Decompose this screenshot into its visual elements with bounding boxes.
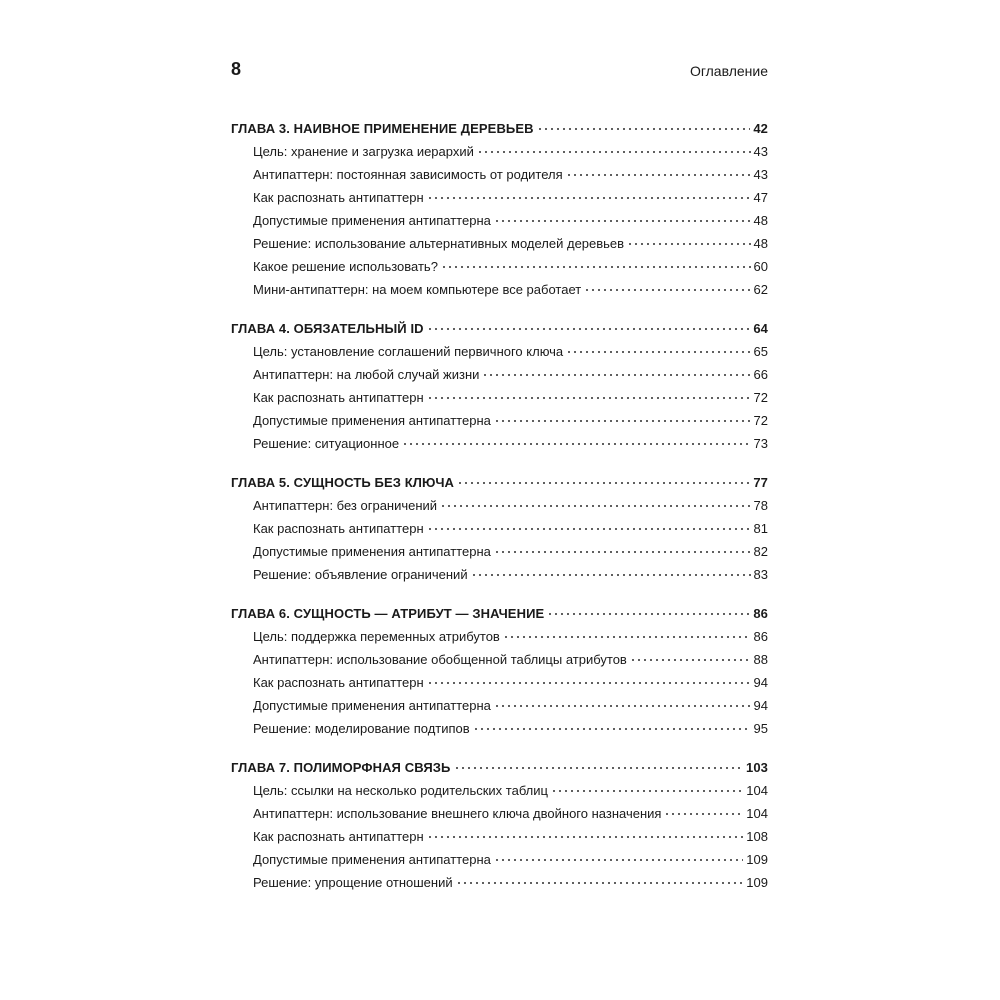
entry-title: Допустимые применения антипаттерна xyxy=(253,213,491,228)
toc-chapter xyxy=(231,602,768,740)
toc-entry xyxy=(231,648,768,671)
dot-leader xyxy=(457,482,750,484)
toc-entry xyxy=(231,517,768,540)
entry-page-number: 47 xyxy=(753,190,768,205)
toc-entry xyxy=(231,694,768,717)
entry-title: Как распознать антипаттерн xyxy=(253,521,424,536)
toc-entry xyxy=(231,232,768,255)
entry-page-number: 104 xyxy=(746,783,768,798)
entry-title: Мини-антипаттерн: на моем компьютере все работает xyxy=(253,282,582,297)
dot-leader xyxy=(547,613,750,615)
entry-title: Цель: хранение и загрузка иерархий xyxy=(253,144,474,159)
entry-page-number: 66 xyxy=(753,367,768,382)
toc-chapter xyxy=(231,317,768,455)
dot-leader xyxy=(440,505,750,507)
toc-chapter-heading xyxy=(231,602,768,625)
dot-leader xyxy=(477,151,751,153)
dot-leader xyxy=(494,220,751,222)
toc-chapter xyxy=(231,117,768,301)
dot-leader xyxy=(494,705,751,707)
entry-title: Цель: ссылки на несколько родительских таблиц xyxy=(253,783,548,798)
dot-leader xyxy=(482,374,750,376)
entry-page-number: 43 xyxy=(753,167,768,182)
chapter-title: ГЛАВА 3. НАИВНОЕ ПРИМЕНЕНИЕ ДЕРЕВЬЕВ xyxy=(231,121,534,136)
entry-title: Решение: использование альтернативных моделей деревьев xyxy=(253,236,625,251)
entry-page-number: 78 xyxy=(753,498,768,513)
entry-title: Антипаттерн: использование обобщенной таблицы атрибутов xyxy=(253,652,627,667)
entry-title: Антипаттерн: на любой случай жизни xyxy=(253,367,480,382)
entry-page-number: 48 xyxy=(753,213,768,228)
running-head: Оглавление xyxy=(689,63,768,79)
entry-page-number: 48 xyxy=(753,236,768,251)
dot-leader xyxy=(471,574,751,576)
toc-entry xyxy=(231,494,768,517)
toc-entry xyxy=(231,871,768,894)
toc-entry xyxy=(231,432,768,455)
dot-leader xyxy=(630,659,751,661)
toc-entry xyxy=(231,717,768,740)
toc-entry xyxy=(231,540,768,563)
toc-chapter-heading xyxy=(231,756,768,779)
entry-page-number: 81 xyxy=(753,521,768,536)
entry-title: Антипаттерн: использование внешнего ключа двойного назначения xyxy=(253,806,662,821)
entry-title: Как распознать антипаттерн xyxy=(253,829,424,844)
entry-page-number: 62 xyxy=(753,282,768,297)
toc-chapter-heading xyxy=(231,471,768,494)
toc-entry xyxy=(231,255,768,278)
toc-entry xyxy=(231,140,768,163)
dot-leader xyxy=(627,243,750,245)
entry-page-number: 86 xyxy=(753,629,768,644)
entry-title: Допустимые применения антипаттерна xyxy=(253,544,491,559)
dot-leader xyxy=(566,351,750,353)
toc-entry xyxy=(231,340,768,363)
chapter-page-number: 86 xyxy=(753,606,768,621)
page-number: 8 xyxy=(231,59,242,79)
chapter-title: ГЛАВА 7. ПОЛИМОРФНАЯ СВЯЗЬ xyxy=(231,760,451,775)
dot-leader xyxy=(551,790,743,792)
entry-page-number: 73 xyxy=(753,436,768,451)
toc-chapter xyxy=(231,756,768,894)
toc-entry xyxy=(231,386,768,409)
toc-chapter-heading xyxy=(231,117,768,140)
entry-title: Как распознать антипаттерн xyxy=(253,390,424,405)
entry-page-number: 108 xyxy=(746,829,768,844)
dot-leader xyxy=(427,682,751,684)
entry-title: Антипаттерн: без ограничений xyxy=(253,498,438,513)
entry-title: Допустимые применения антипаттерна xyxy=(253,698,491,713)
chapter-title: ГЛАВА 4. ОБЯЗАТЕЛЬНЫЙ ID xyxy=(231,321,424,336)
entry-title: Какое решение использовать? xyxy=(253,259,438,274)
entry-page-number: 94 xyxy=(753,675,768,690)
dot-leader xyxy=(441,266,751,268)
chapter-page-number: 77 xyxy=(753,475,768,490)
dot-leader xyxy=(427,197,751,199)
entry-title: Цель: поддержка переменных атрибутов xyxy=(253,629,500,644)
toc-entry xyxy=(231,802,768,825)
entry-page-number: 82 xyxy=(753,544,768,559)
toc-chapter xyxy=(231,471,768,586)
dot-leader xyxy=(494,551,751,553)
entry-title: Допустимые применения антипаттерна xyxy=(253,413,491,428)
dot-leader xyxy=(494,420,751,422)
toc-entry xyxy=(231,848,768,871)
toc-entry xyxy=(231,363,768,386)
chapter-page-number: 64 xyxy=(753,321,768,336)
dot-leader xyxy=(456,882,744,884)
entry-title: Как распознать антипаттерн xyxy=(253,190,424,205)
toc-entry xyxy=(231,671,768,694)
toc-entry xyxy=(231,209,768,232)
toc-entry xyxy=(231,825,768,848)
toc-entry xyxy=(231,163,768,186)
entry-page-number: 72 xyxy=(753,390,768,405)
dot-leader xyxy=(584,289,750,291)
dot-leader xyxy=(427,397,751,399)
entry-page-number: 83 xyxy=(753,567,768,582)
entry-page-number: 43 xyxy=(753,144,768,159)
entry-page-number: 72 xyxy=(753,413,768,428)
dot-leader xyxy=(427,328,751,330)
chapter-page-number: 42 xyxy=(753,121,768,136)
entry-page-number: 95 xyxy=(753,721,768,736)
toc-entry xyxy=(231,409,768,432)
dot-leader xyxy=(402,443,750,445)
entry-title: Решение: моделирование подтипов xyxy=(253,721,470,736)
entry-page-number: 65 xyxy=(753,344,768,359)
toc-chapter-heading xyxy=(231,317,768,340)
entry-title: Допустимые применения антипаттерна xyxy=(253,852,491,867)
dot-leader xyxy=(503,636,751,638)
chapter-page-number: 103 xyxy=(746,760,768,775)
toc-entry xyxy=(231,563,768,586)
dot-leader xyxy=(664,813,743,815)
toc-entry xyxy=(231,779,768,802)
entry-title: Решение: ситуационное xyxy=(253,436,400,451)
table-of-contents xyxy=(231,117,768,910)
entry-title: Цель: установление соглашений первичного ключа xyxy=(253,344,564,359)
dot-leader xyxy=(537,128,751,130)
dot-leader xyxy=(566,174,751,176)
entry-page-number: 88 xyxy=(753,652,768,667)
chapter-title: ГЛАВА 6. СУЩНОСТЬ — АТРИБУТ — ЗНАЧЕНИЕ xyxy=(231,606,545,621)
toc-entry xyxy=(231,625,768,648)
entry-page-number: 104 xyxy=(746,806,768,821)
entry-title: Как распознать антипаттерн xyxy=(253,675,424,690)
toc-entry xyxy=(231,186,768,209)
dot-leader xyxy=(494,859,743,861)
entry-title: Решение: объявление ограничений xyxy=(253,567,468,582)
dot-leader xyxy=(427,528,751,530)
entry-page-number: 109 xyxy=(746,875,768,890)
entry-page-number: 60 xyxy=(753,259,768,274)
dot-leader xyxy=(427,836,744,838)
dot-leader xyxy=(473,728,751,730)
toc-entry xyxy=(231,278,768,301)
entry-title: Антипаттерн: постоянная зависимость от родителя xyxy=(253,167,563,182)
entry-title: Решение: упрощение отношений xyxy=(253,875,453,890)
chapter-title: ГЛАВА 5. СУЩНОСТЬ БЕЗ КЛЮЧА xyxy=(231,475,455,490)
entry-page-number: 109 xyxy=(746,852,768,867)
dot-leader xyxy=(454,767,744,769)
entry-page-number: 94 xyxy=(753,698,768,713)
